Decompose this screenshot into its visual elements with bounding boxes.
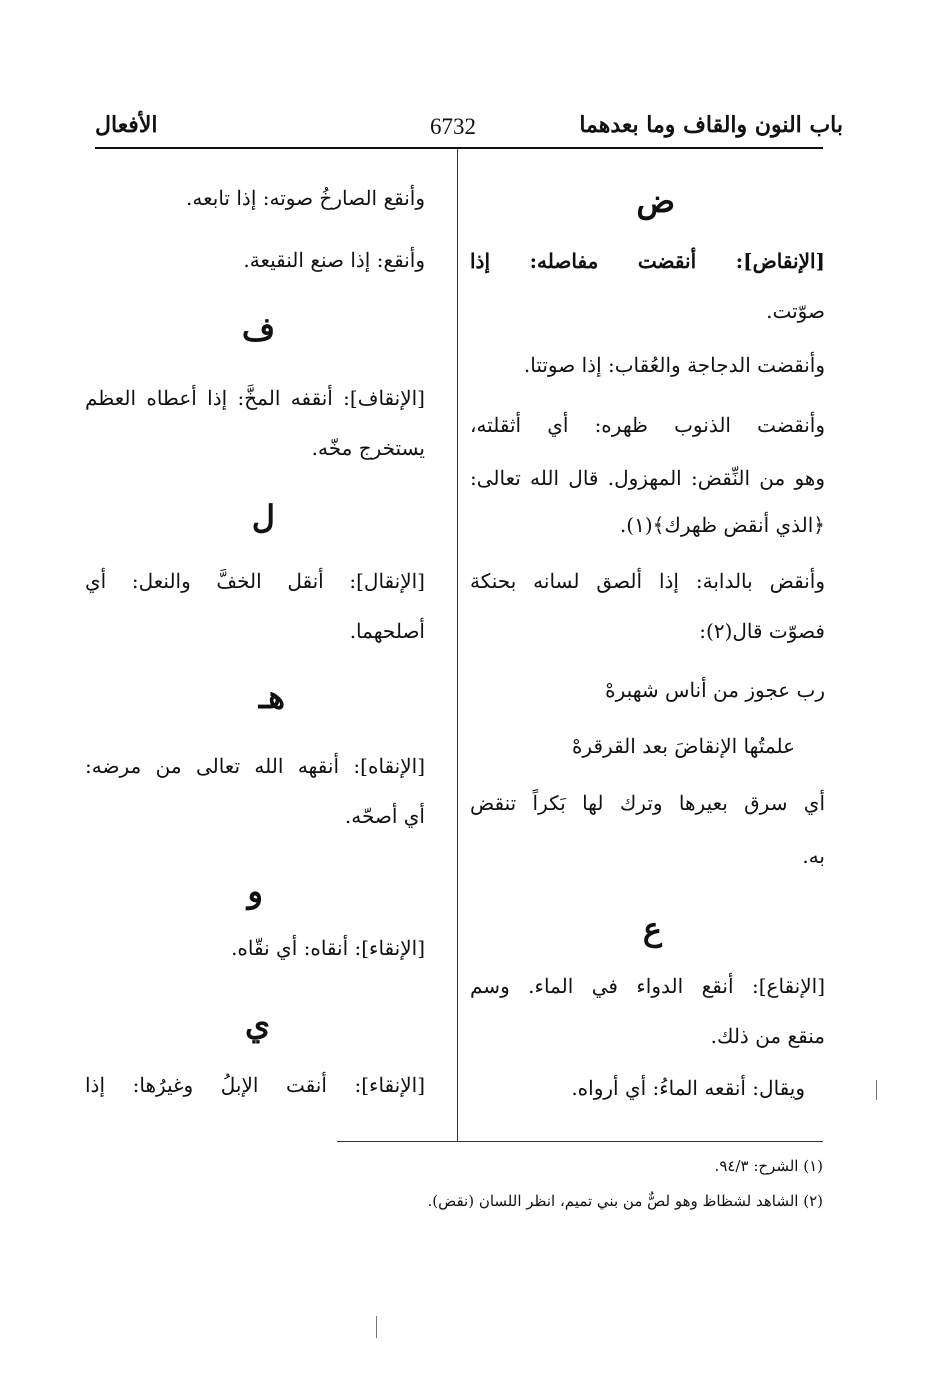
- entry-inqa-line-1: [الإنقاع]: أنقع الدواء في الماء. وسم: [470, 974, 825, 998]
- header-divider: [95, 147, 823, 149]
- scan-mark: [376, 1316, 377, 1338]
- footnote-divider: [337, 1141, 823, 1142]
- section-title: الأفعال: [95, 112, 158, 138]
- entry-dhunub: وأنقضت الذنوب ظهره: أي أثقلته،: [470, 413, 825, 437]
- entry-inqaf-line-1: [الإنقاف]: أنقفه المخَّ: إذا أعطاه العظم: [85, 386, 425, 410]
- entry-sarikh: وأنقع الصارخُ صوته: إذا تابعه.: [186, 186, 425, 210]
- letter-heading-dad: ض: [636, 182, 675, 220]
- column-divider: [457, 149, 458, 1141]
- poem-verse-1: رب عجوز من أناس شهبرهْ: [605, 678, 825, 702]
- entry-arwah: ويقال: أنقعه الماءُ: أي أرواه.: [571, 1076, 805, 1100]
- entry-inqa-line-2: منقع من ذلك.: [710, 1024, 825, 1048]
- entry-inqal-line-1: [الإنقال]: أنقل الخفَّ والنعل: أي: [85, 569, 425, 593]
- entry-inqad-line-1: [470, 248, 825, 274]
- letter-heading-ain: ع: [642, 910, 662, 948]
- entry-dabba-line-1: وأنقض بالدابة: إذا ألصق لسانه بحنكة: [470, 569, 825, 593]
- entry-sariq-line-1: أي سرق بعيرها وترك لها بَكراً تنقض: [470, 791, 825, 815]
- page-number: 6732: [430, 114, 476, 139]
- poem-verse-2: علمتُها الإنقاضَ بعد القرقرهْ: [571, 734, 795, 758]
- entry-nuqd: وهو من النِّقض: المهزول. قال الله تعالى:: [470, 466, 825, 490]
- letter-heading-lam: ل: [251, 498, 275, 536]
- entry-naqia: وأنقع: إذا صنع النقيعة.: [243, 248, 425, 272]
- footnote-1: (١) الشرح: ٩٤/٣.: [714, 1157, 823, 1175]
- entry-inqah-line-2: أي أصحّه.: [344, 804, 425, 828]
- footnote-2: (٢) الشاهد لشظاظ وهو لصٌّ من بني تميم، انظر اللسان (نقض).: [427, 1192, 823, 1210]
- letter-heading-ha: هـ: [258, 678, 285, 716]
- entry-dabba-line-2: فصوّت قال(٢):: [699, 619, 825, 643]
- scan-mark: [876, 1080, 877, 1100]
- entry-sariq-line-2: به.: [802, 844, 825, 868]
- entry-inqal-line-2: أصلحهما.: [349, 619, 425, 643]
- entry-inqah-line-1: [الإنقاه]: أنقهه الله تعالى من مرضه:: [85, 754, 425, 778]
- entry-inqa-waw: [الإنقاء]: أنقاه: أي نقّاه.: [231, 936, 425, 960]
- entry-inqad-line-2: صوّتت.: [766, 299, 825, 323]
- chapter-title: باب النون والقاف وما بعدهما: [579, 112, 843, 138]
- letter-heading-fa: ف: [241, 310, 275, 348]
- entry-inqaf-line-2: يستخرج مخّه.: [311, 436, 425, 460]
- entry-inqad-headword: [الإنقاض]: أنقضت مفاصله: إذا: [470, 249, 825, 273]
- entry-dajaja: وأنقضت الدجاجة والعُقاب: إذا صوتتا.: [523, 353, 825, 377]
- letter-heading-ya: ي: [244, 1005, 270, 1043]
- letter-heading-waw: و: [247, 872, 263, 910]
- entry-inqa-ya: [الإنقاء]: أنقت الإبلُ وغيرُها: إذا: [85, 1073, 425, 1097]
- quran-verse: ﴿الذي أنقض ظهرك﴾(١).: [619, 513, 825, 537]
